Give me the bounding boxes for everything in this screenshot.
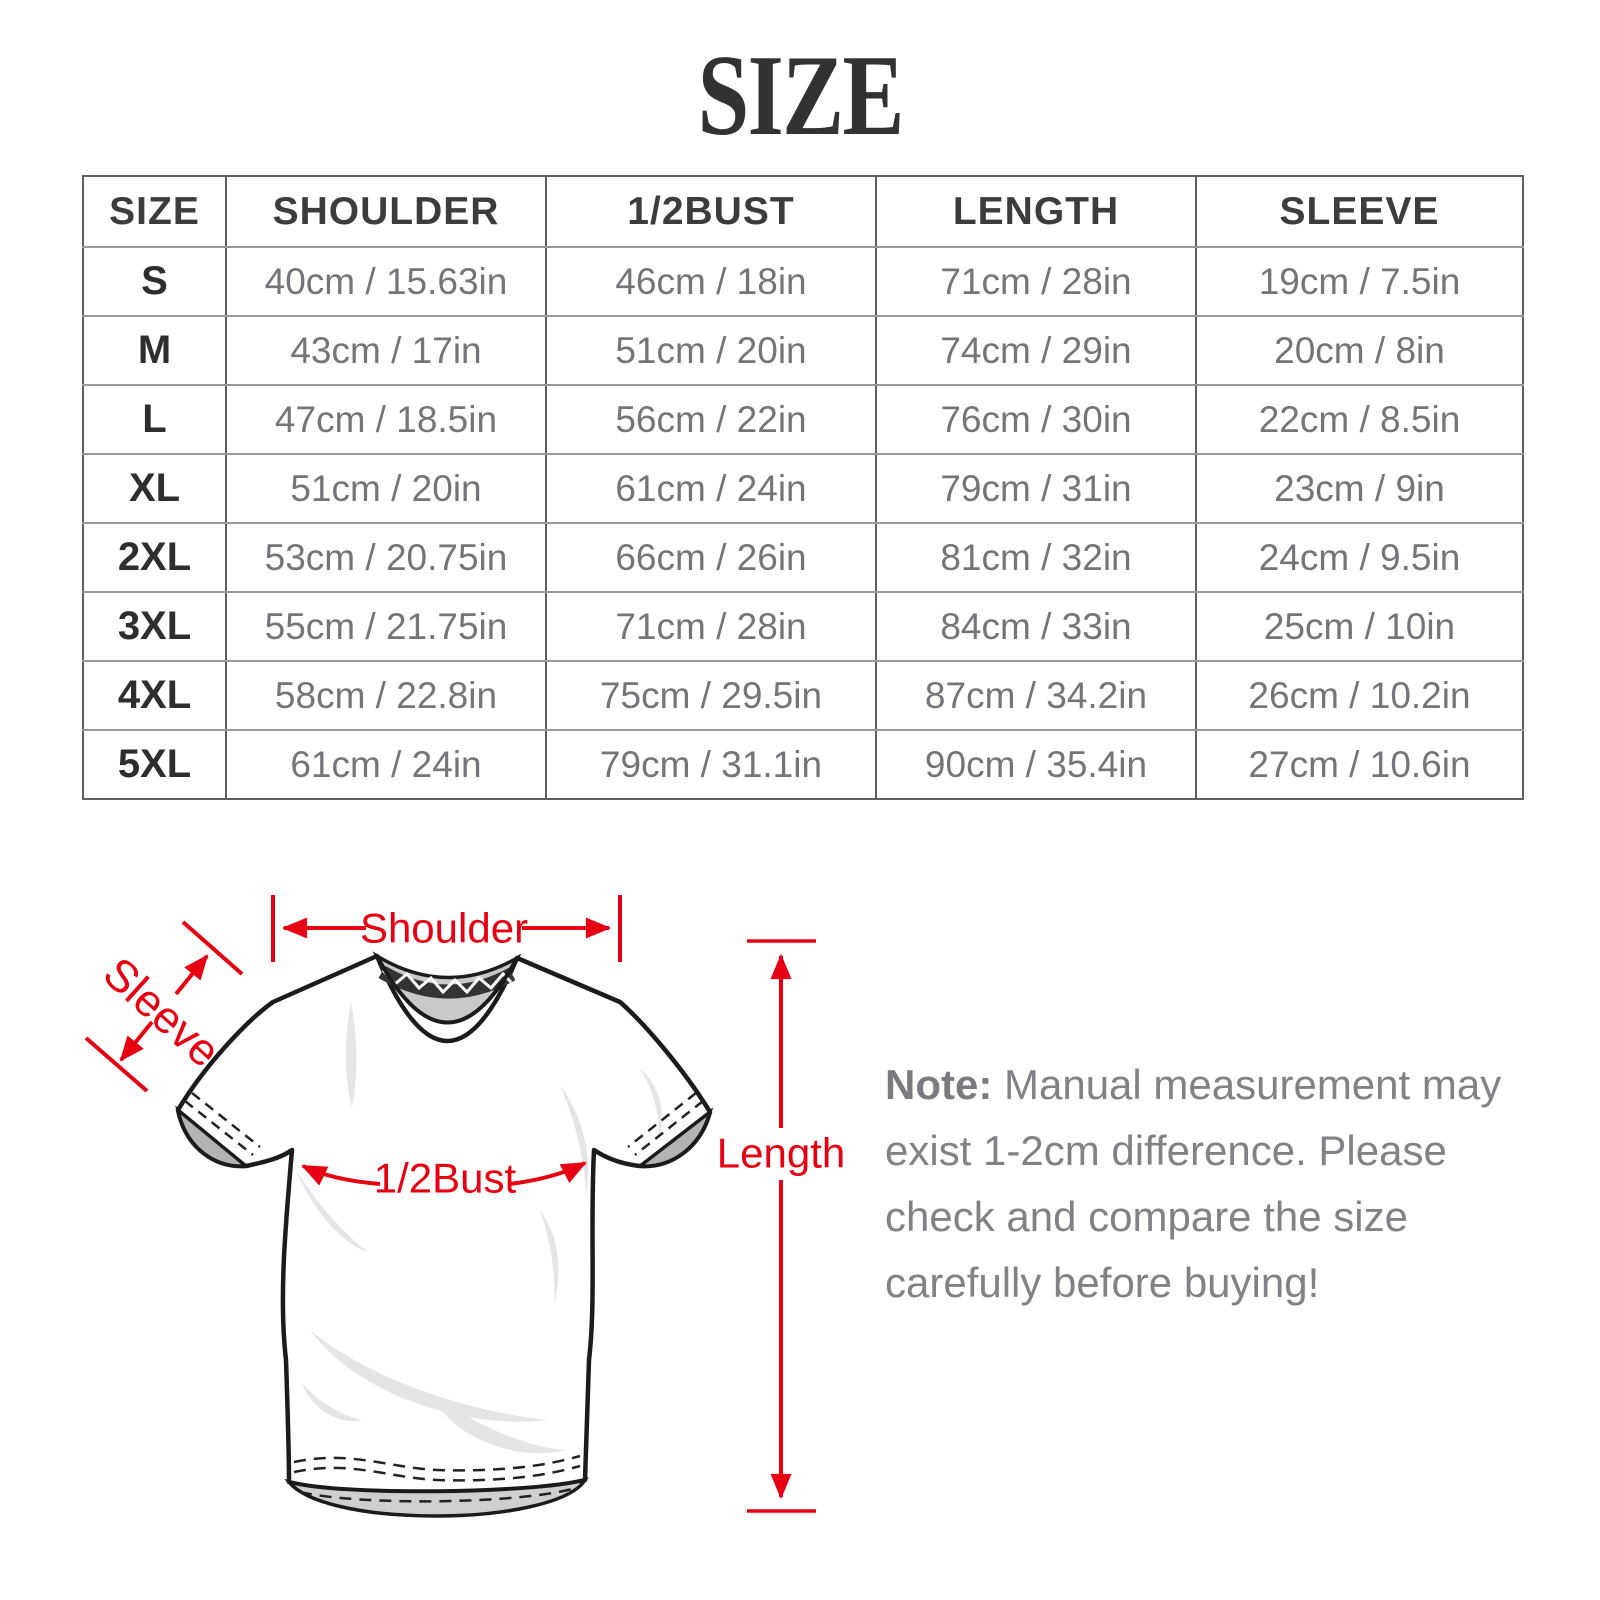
length-cell: 79cm / 31in — [876, 454, 1196, 523]
length-cell: 76cm / 30in — [876, 385, 1196, 454]
sleeve-cell: 19cm / 7.5in — [1196, 247, 1523, 316]
note-line-1 — [885, 1052, 1565, 1118]
page-title-wrap — [0, 32, 1600, 160]
size-cell: L — [83, 385, 226, 454]
bust-cell: 71cm / 28in — [546, 592, 876, 661]
length-cell: 87cm / 34.2in — [876, 661, 1196, 730]
col-header-length: LENGTH — [876, 176, 1196, 247]
sleeve-cell: 24cm / 9.5in — [1196, 523, 1523, 592]
table-row — [83, 316, 1523, 385]
length-cell: 71cm / 28in — [876, 247, 1196, 316]
bust-cell: 61cm / 24in — [546, 454, 876, 523]
note-label: Note: — [885, 1061, 993, 1108]
tshirt-diagram — [60, 860, 880, 1560]
note-line-1-text: Manual measurement may — [992, 1061, 1502, 1108]
sleeve-cell: 25cm / 10in — [1196, 592, 1523, 661]
length-cell: 90cm / 35.4in — [876, 730, 1196, 799]
size-cell: XL — [83, 454, 226, 523]
bust-label: 1/2Bust — [373, 1154, 517, 1202]
col-header-bust: 1/2BUST — [546, 176, 876, 247]
length-cell: 84cm / 33in — [876, 592, 1196, 661]
table-header-row — [83, 176, 1523, 247]
table-row — [83, 385, 1523, 454]
shoulder-cell: 40cm / 15.63in — [226, 247, 546, 316]
size-cell: 2XL — [83, 523, 226, 592]
table-row — [83, 247, 1523, 316]
note-line-4: carefully before buying! — [885, 1259, 1320, 1306]
size-table — [82, 175, 1524, 800]
table-row — [83, 730, 1523, 799]
shoulder-cell: 58cm / 22.8in — [226, 661, 546, 730]
length-label: Length — [716, 1129, 846, 1177]
shoulder-cell: 61cm / 24in — [226, 730, 546, 799]
page-title: SIZE — [697, 32, 903, 160]
sleeve-cell: 23cm / 9in — [1196, 454, 1523, 523]
sleeve-cell: 26cm / 10.2in — [1196, 661, 1523, 730]
tshirt-drawing — [178, 956, 710, 1516]
length-cell: 74cm / 29in — [876, 316, 1196, 385]
note — [885, 1052, 1565, 1316]
sleeve-label: Sleeve — [93, 947, 231, 1077]
shoulder-cell: 51cm / 20in — [226, 454, 546, 523]
size-cell: S — [83, 247, 226, 316]
col-header-size: SIZE — [83, 176, 226, 247]
shoulder-cell: 47cm / 18.5in — [226, 385, 546, 454]
length-arrow — [747, 941, 816, 1511]
bust-cell: 51cm / 20in — [546, 316, 876, 385]
table-row — [83, 523, 1523, 592]
bust-cell: 79cm / 31.1in — [546, 730, 876, 799]
col-header-shoulder: SHOULDER — [226, 176, 546, 247]
shoulder-cell: 43cm / 17in — [226, 316, 546, 385]
bust-cell: 46cm / 18in — [546, 247, 876, 316]
bust-cell: 75cm / 29.5in — [546, 661, 876, 730]
size-cell: 5XL — [83, 730, 226, 799]
shoulder-cell: 55cm / 21.75in — [226, 592, 546, 661]
table-row — [83, 661, 1523, 730]
size-cell: M — [83, 316, 226, 385]
size-cell: 3XL — [83, 592, 226, 661]
size-cell: 4XL — [83, 661, 226, 730]
sleeve-cell: 22cm / 8.5in — [1196, 385, 1523, 454]
shoulder-label: Shoulder — [359, 904, 529, 952]
sleeve-cell: 27cm / 10.6in — [1196, 730, 1523, 799]
col-header-sleeve: SLEEVE — [1196, 176, 1523, 247]
bust-cell: 66cm / 26in — [546, 523, 876, 592]
table-row — [83, 454, 1523, 523]
table-row — [83, 592, 1523, 661]
length-cell: 81cm / 32in — [876, 523, 1196, 592]
note-line-3: check and compare the size — [885, 1193, 1408, 1240]
shoulder-cell: 53cm / 20.75in — [226, 523, 546, 592]
sleeve-cell: 20cm / 8in — [1196, 316, 1523, 385]
bust-cell: 56cm / 22in — [546, 385, 876, 454]
note-line-2: exist 1-2cm difference. Please — [885, 1127, 1447, 1174]
